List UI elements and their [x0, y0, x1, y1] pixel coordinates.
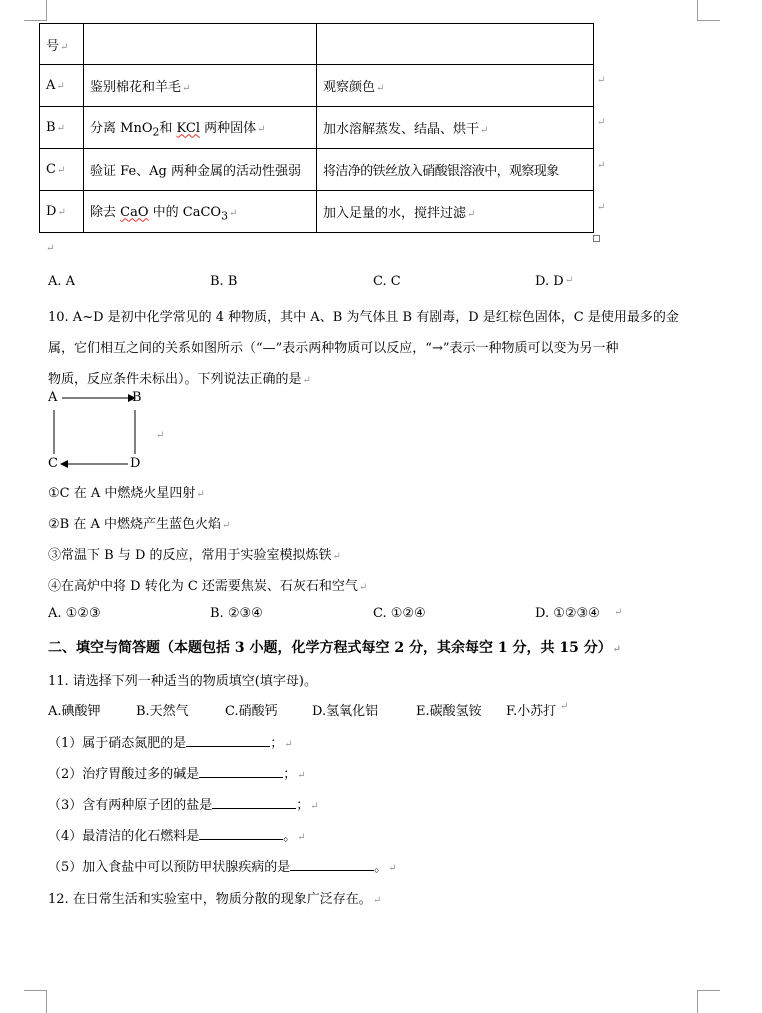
paragraph-mark: ↵: [560, 701, 569, 712]
q12-line: [48, 888, 381, 907]
paragraph-mark: ↵: [284, 739, 293, 750]
row-end-mark: ↵: [597, 117, 606, 128]
paragraph-mark: ↵: [297, 832, 306, 843]
crop-mark-bottom-right: [697, 990, 720, 1013]
q11-item: [48, 825, 306, 844]
node-a: A: [48, 390, 58, 405]
q11-item: [48, 794, 319, 813]
statement-line: [48, 544, 341, 563]
table-row: [40, 191, 594, 233]
item-label: （5）加入食盐中可以预防甲状腺疾病的是: [48, 860, 291, 875]
item-label: （2）治疗胃酸过多的碱是: [48, 767, 200, 782]
paragraph-mark: ↵: [376, 83, 385, 94]
option-f: F.小苏打: [506, 704, 557, 719]
paragraph-mark: ↵: [310, 801, 319, 812]
statement-line: [48, 575, 367, 594]
paragraph-mark: ↵: [358, 582, 368, 593]
statement-3: ③常温下 B 与 D 的反应，常用于实验室模拟炼铁: [48, 548, 332, 563]
table-row: [40, 107, 594, 149]
paragraph-mark: ↵: [332, 551, 341, 562]
answer-blank[interactable]: [199, 826, 283, 840]
table-cell[interactable]: [84, 107, 317, 149]
subscript: 3: [221, 209, 228, 223]
q9-choices: [48, 274, 668, 292]
paragraph-mark: ↵: [480, 125, 489, 136]
method-text: 加水溶解蒸发、结晶、烘干: [323, 122, 480, 137]
item-label: （4）最清洁的化石燃料是: [48, 829, 200, 844]
option-d: D.氢氧化铝: [312, 704, 379, 719]
choice-d[interactable]: D. ①②③④: [535, 606, 600, 621]
q11-options: [48, 700, 608, 718]
choice-d[interactable]: D. D: [535, 274, 564, 289]
table-cell[interactable]: [317, 24, 594, 65]
row-end-mark: ↵: [597, 202, 606, 213]
table-cell[interactable]: [40, 24, 84, 65]
table-cell[interactable]: [40, 149, 84, 191]
option-label: B: [46, 120, 56, 135]
table-row: [40, 65, 594, 107]
row-end-mark: ↵: [597, 75, 606, 86]
choice-a[interactable]: A. A: [48, 274, 76, 289]
table-cell[interactable]: [40, 107, 84, 149]
paragraph-mark: ↵: [467, 209, 476, 220]
q11-item: [48, 856, 397, 875]
purpose-text: 除去: [90, 204, 121, 220]
choice-a[interactable]: A. ①②③: [48, 606, 101, 621]
table-row: [40, 24, 594, 65]
statement-line: [48, 482, 205, 501]
option-e: E.碳酸氢铵: [416, 704, 482, 719]
relationship-diagram: [44, 390, 154, 472]
paragraph-mark: ↵: [372, 895, 382, 906]
table-row: [40, 149, 594, 191]
purpose-text: 两种固体: [199, 120, 257, 136]
q10-choices: [48, 606, 688, 624]
paragraph-mark: ↵: [257, 123, 266, 135]
paragraph-mark: ↵: [156, 430, 165, 441]
item-label: （3）含有两种原子团的盐是: [48, 798, 213, 813]
subscript: 2: [152, 125, 160, 139]
paragraph-mark: ↵: [565, 275, 574, 286]
option-label: A: [46, 78, 56, 93]
crop-mark-top-right: [697, 0, 720, 21]
paragraph-mark: ↵: [302, 375, 311, 386]
paragraph-mark: ↵: [56, 165, 66, 176]
item-punct: 。: [374, 860, 388, 875]
q10-stem-line-wrap: [48, 368, 311, 387]
paragraph-mark: ↵: [57, 207, 66, 218]
method-text: 将洁净的铁丝放入硝酸银溶液中，观察现象: [323, 164, 559, 179]
choice-c[interactable]: C. ①②④: [373, 606, 426, 621]
option-label: C: [46, 162, 56, 177]
option-label: D: [46, 204, 57, 219]
item-punct: ；: [296, 798, 310, 813]
table-cell[interactable]: [317, 107, 594, 149]
q10-stem-line: 属，它们相互之间的关系如图所示（“—”表示两种物质可以反应，“→”表示一种物质可以变为另一种: [48, 341, 619, 356]
answer-blank[interactable]: [290, 857, 374, 871]
answer-blank[interactable]: [212, 795, 296, 809]
node-c: C: [48, 456, 58, 471]
section-heading: 二、填空与简答题（本题包括 3 小题，化学方程式每空 2 分，其余每空 1 分，共 15 分）: [48, 640, 612, 656]
choice-b[interactable]: B. B: [210, 274, 238, 289]
table-cell[interactable]: [84, 65, 317, 107]
table-cell[interactable]: [84, 149, 317, 191]
experiment-table: [39, 23, 594, 233]
table-cell[interactable]: [84, 24, 317, 65]
q11-item: [48, 732, 293, 751]
choice-c[interactable]: C. C: [373, 274, 401, 289]
statement-2: ②B 在 A 中燃烧产生蓝色火焰: [48, 517, 221, 532]
statement-4: ④在高炉中将 D 转化为 C 还需要焦炭、石灰石和空气: [48, 579, 358, 594]
paragraph-mark: ↵: [612, 644, 622, 655]
arrowhead: [60, 460, 68, 468]
paragraph-mark: ↵: [196, 489, 205, 500]
paragraph-mark: ↵: [614, 607, 623, 618]
spellcheck-underlined-text: CaO: [120, 204, 149, 220]
q11-item: [48, 763, 306, 782]
spellcheck-underlined-text: KCl: [176, 120, 200, 136]
purpose-text: 分离 MnO: [90, 120, 153, 136]
table-resize-handle[interactable]: [593, 235, 600, 242]
item-punct: 。: [283, 829, 297, 844]
table-cell[interactable]: [317, 65, 594, 107]
paragraph-mark: ↵: [46, 243, 55, 254]
option-c: C.硝酸钙: [225, 704, 278, 719]
section-heading-wrap: [48, 637, 621, 657]
node-b: B: [132, 390, 142, 405]
purpose-text: 中的 CaCO: [148, 204, 222, 220]
paragraph-mark: ↵: [56, 123, 65, 134]
header-cell-text: 号: [46, 38, 60, 54]
paragraph-mark: ↵: [297, 770, 306, 781]
paragraph-mark: ↵: [56, 81, 65, 92]
option-a: A.碘酸钾: [48, 704, 101, 719]
choice-b[interactable]: B. ②③④: [210, 606, 263, 621]
node-d: D: [130, 456, 141, 471]
q12-stem: 12. 在日常生活和实验室中，物质分散的现象广泛存在。: [48, 892, 372, 907]
answer-blank[interactable]: [199, 764, 283, 778]
table-cell[interactable]: [40, 65, 84, 107]
q10-stem-line: 物质，反应条件未标出）。下列说法正确的是: [48, 372, 302, 387]
q11-stem: 11. 请选择下列一种适当的物质填空(填字母)。: [48, 674, 317, 689]
table-cell[interactable]: [317, 191, 594, 233]
item-label: （1）属于硝态氮肥的是: [48, 736, 187, 751]
paragraph-mark: ↵: [228, 207, 238, 219]
paragraph-mark: ↵: [60, 41, 69, 53]
paragraph-mark: ↵: [222, 520, 231, 531]
table-cell[interactable]: [317, 149, 594, 191]
table-cell[interactable]: [84, 191, 317, 233]
item-punct: ；: [283, 767, 297, 782]
purpose-text: 验证 Fe、Ag 两种金属的活动性强弱: [90, 164, 301, 179]
option-b: B.天然气: [136, 704, 189, 719]
statement-1: ①C 在 A 中燃烧火星四射: [48, 486, 196, 501]
table-cell[interactable]: [40, 191, 84, 233]
paragraph-mark: ↵: [388, 863, 397, 874]
purpose-text: 和: [159, 120, 177, 136]
q10-stem-line: 10. A~D 是初中化学常见的 4 种物质，其中 A、B 为气体且 B 有剧毒，D 是红棕色固体，C 是使用最多的金: [48, 310, 679, 325]
statement-line: [48, 513, 230, 532]
paragraph-mark: ↵: [182, 83, 191, 94]
crop-mark-top-left: [24, 0, 47, 21]
crop-mark-bottom-left: [24, 990, 47, 1013]
method-text: 观察颜色: [323, 80, 376, 95]
item-punct: ；: [270, 736, 284, 751]
purpose-text: 鉴别棉花和羊毛: [90, 80, 182, 95]
method-text: 加入足量的水，搅拌过滤: [323, 206, 467, 221]
row-end-mark: ↵: [597, 160, 606, 171]
answer-blank[interactable]: [186, 733, 270, 747]
